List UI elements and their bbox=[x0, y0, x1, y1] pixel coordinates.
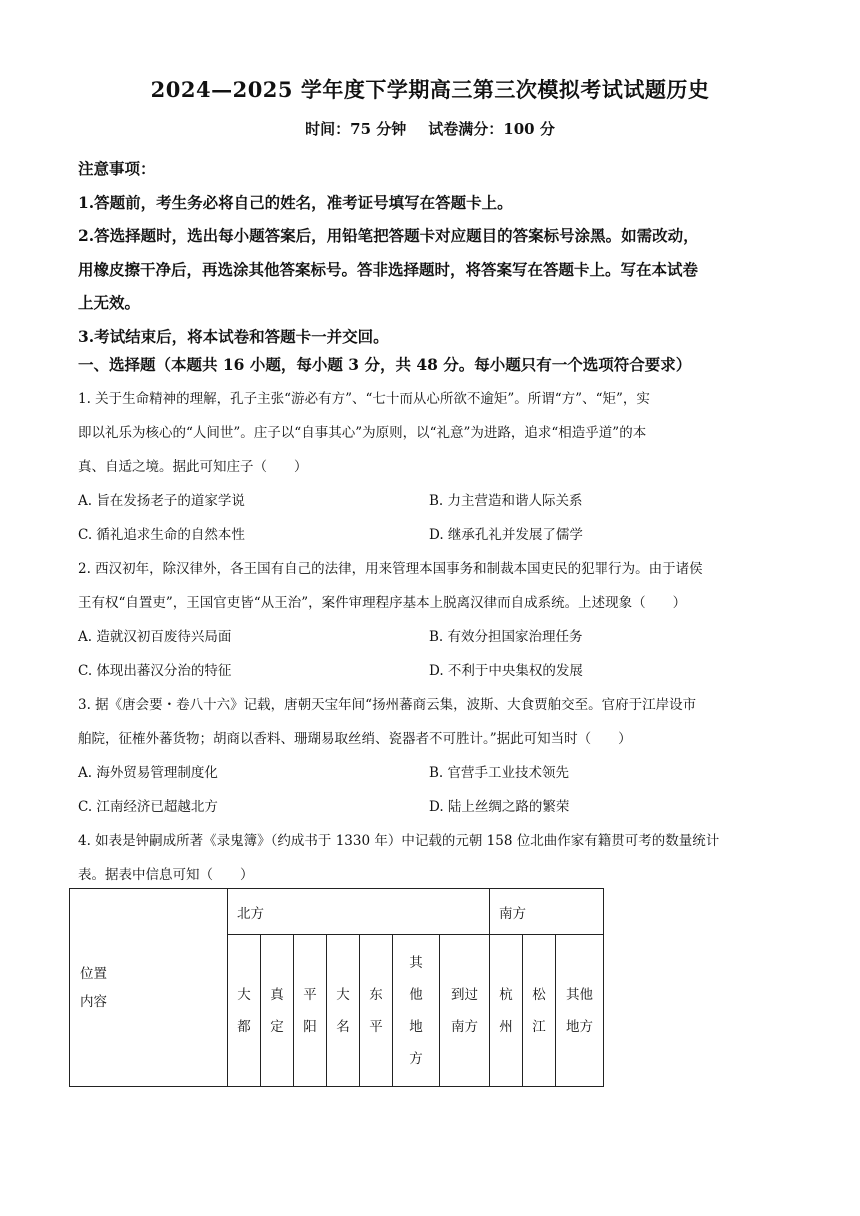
option-b[interactable]: B. 有效分担国家治理任务 bbox=[429, 629, 583, 645]
question-line: 表。据表中信息可知（ ） bbox=[78, 867, 254, 883]
exam-title: 2024—2025 学年度下学期高三第三次模拟考试试题历史 bbox=[150, 77, 710, 102]
question-line: 即以礼乐为核心的“人间世”。庄子以“自事其心”为原则，以“礼意”为进路，追求“相造乎道”的本 bbox=[78, 425, 647, 441]
question-line: 舶院，征榷外蕃货物；胡商以香料、珊瑚易取丝绡、瓷器者不可胜计。”据此可知当时（ ） bbox=[78, 731, 632, 747]
table-col-header bbox=[228, 935, 261, 1087]
col-label-line: 地方 bbox=[566, 1018, 593, 1035]
option-c[interactable]: C. 体现出蕃汉分治的特征 bbox=[78, 663, 232, 679]
table-col-header bbox=[327, 935, 360, 1087]
question-2 bbox=[78, 552, 788, 620]
question-line: 4. 如表是钟嗣成所著《录鬼簿》（约成书于 1330 年）中记载的元朝 158 位北曲作家有籍贯可考的数量统计 bbox=[78, 833, 720, 849]
section-heading: 一、选择题（本题共 16 小题，每小题 3 分，共 48 分。每小题只有一个选项符合要求） bbox=[78, 355, 692, 374]
question-2-options bbox=[78, 620, 778, 688]
col-label-line: 其他 bbox=[566, 986, 593, 1003]
exam-time: 时间：75 分钟 bbox=[305, 120, 407, 138]
table-col-header bbox=[360, 935, 393, 1087]
vertical-label: 杭 州 bbox=[499, 986, 513, 1035]
exam-subtitle bbox=[0, 118, 860, 139]
vertical-label: 平 阳 bbox=[303, 986, 317, 1035]
option-b[interactable]: B. 力主营造和谐人际关系 bbox=[429, 493, 583, 509]
option-b[interactable]: B. 官营手工业技术领先 bbox=[429, 765, 570, 781]
question-line: 3. 据《唐会要・卷八十六》记载，唐朝天宝年间“扬州蕃商云集，波斯、大食贾舶交至。官府于江岸设市 bbox=[78, 697, 697, 713]
table-corner-bottom: 内容 bbox=[80, 993, 107, 1010]
option-a[interactable]: A. 海外贸易管理制度化 bbox=[78, 765, 218, 781]
table-corner-cell bbox=[70, 889, 228, 1087]
question-line: 1. 关于生命精神的理解，孔子主张“游必有方”、“七十而从心所欲不逾矩”。所谓“方”、“矩”，实 bbox=[78, 391, 650, 407]
table-col-header bbox=[490, 935, 523, 1087]
table-col-header bbox=[294, 935, 327, 1087]
table-col-header bbox=[261, 935, 294, 1087]
table-col-header bbox=[556, 935, 604, 1087]
vertical-label: 真 定 bbox=[270, 986, 284, 1035]
table-corner-top: 位置 bbox=[80, 965, 107, 982]
notes-item: 用橡皮擦干净后，再选涂其他答案标号。答非选择题时，将答案写在答题卡上。写在本试卷 bbox=[78, 259, 699, 279]
table-col-header bbox=[523, 935, 556, 1087]
option-a[interactable]: A. 造就汉初百废待兴局面 bbox=[78, 629, 232, 645]
question-3-options bbox=[78, 756, 778, 824]
vertical-label: 大 名 bbox=[336, 986, 350, 1035]
question-line: 真、自适之境。据此可知庄子（ ） bbox=[78, 459, 308, 475]
question-1-options bbox=[78, 484, 778, 552]
table-col-header bbox=[393, 935, 440, 1087]
question-line: 2. 西汉初年，除汉律外，各王国有自己的法律，用来管理本国事务和制裁本国吏民的犯罪行为。由于诸侯 bbox=[78, 561, 703, 577]
notes-block bbox=[78, 152, 788, 353]
option-c[interactable]: C. 循礼追求生命的自然本性 bbox=[78, 527, 245, 543]
option-d[interactable]: D. 不利于中央集权的发展 bbox=[429, 663, 583, 679]
table-header-north: 北方 bbox=[228, 889, 490, 935]
option-c[interactable]: C. 江南经济已超越北方 bbox=[78, 799, 218, 815]
question-1 bbox=[78, 382, 788, 484]
vertical-label: 松 江 bbox=[532, 986, 546, 1035]
notes-item: 2.答选择题时，选出每小题答案后，用铅笔把答题卡对应题目的答案标号涂黑。如需改动， bbox=[78, 226, 699, 245]
vertical-label: 东 平 bbox=[369, 986, 383, 1035]
notes-item: 3.考试结束后，将本试卷和答题卡一并交回。 bbox=[78, 326, 389, 346]
notes-item: 1.答题前，考生务必将自己的姓名，准考证号填写在答题卡上。 bbox=[78, 192, 513, 212]
notes-heading: 注意事项： bbox=[78, 159, 156, 178]
col-label-line: 到过 bbox=[451, 986, 478, 1003]
col-label-line: 南方 bbox=[451, 1018, 478, 1035]
vertical-label: 其 他 地 方 bbox=[409, 954, 423, 1067]
vertical-label: 大 都 bbox=[237, 986, 251, 1035]
exam-score: 试卷满分：100 分 bbox=[428, 120, 555, 138]
table-col-header bbox=[440, 935, 490, 1087]
question-4 bbox=[78, 824, 788, 892]
notes-item: 上无效。 bbox=[78, 293, 141, 312]
question-line: 王有权“自置吏”，王国官吏皆“从王治”，案件审理程序基本上脱离汉律而自成系统。上述现象（ ） bbox=[78, 595, 687, 611]
data-table bbox=[69, 888, 604, 1087]
option-d[interactable]: D. 继承孔礼并发展了儒学 bbox=[429, 527, 583, 543]
option-d[interactable]: D. 陆上丝绸之路的繁荣 bbox=[429, 799, 570, 815]
option-a[interactable]: A. 旨在发扬老子的道家学说 bbox=[78, 493, 245, 509]
question-3 bbox=[78, 688, 788, 756]
table-header-south: 南方 bbox=[490, 889, 604, 935]
